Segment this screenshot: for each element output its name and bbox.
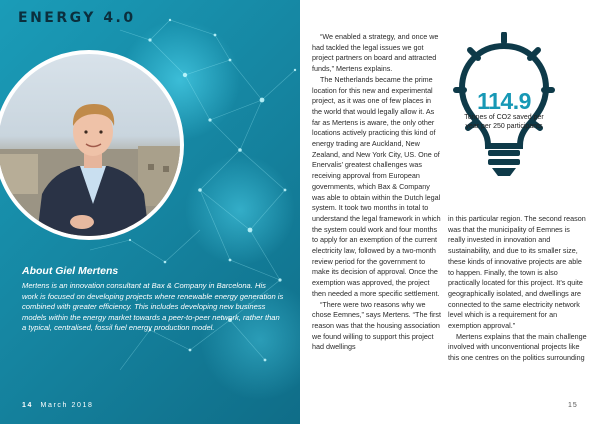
issue-date: March 2018 (40, 402, 94, 409)
magazine-title: ENERGY 4.0 (18, 10, 136, 26)
page-number-right: 15 (568, 402, 578, 409)
page-number-left: 14 (22, 402, 33, 409)
right-page (300, 0, 600, 424)
portrait-photo (0, 50, 184, 240)
paragraph: The Netherlands became the prime location for this new and experimental project, as it was one of few places in the world that would legally allow it. As far as Mertens is aware, the only other locations actively practicing this kind of energy trading are Auckland, New Zealand, and New York City, US. One of Enervalis’ greatest challenges was receiving approval from European governments, which Bax & Company was able to obtain within the Dutch legal system. It took two months in total to understand the legal framework in which the system could work and four months to apply for an exemption of the current electricity law, followed by a two-month review period for the government to make its decision of approval. Once the exemption was approved, the project then needed a more specific settlement. (312, 74, 441, 298)
paragraph: Mertens explains that the main challenge involved with unconventional projects like this one centres on the politics surrounding (448, 331, 587, 363)
about-text: Mertens is an innovation consultant at Bax & Company in Barcelona. His work is focused on developing projects where renewable energy generation is combined with greater efficiency. This includes developing new business models within the energy market towards a peer-to-peer network, rather than a typical, centralised, fossil fuel energy production model. (22, 281, 284, 333)
article-column-1 (312, 32, 442, 353)
article-column-2 (448, 214, 588, 364)
paragraph: “We enabled a strategy, and once we had tackled the legal issues we got project partners on board and attracted funds,” Mertens explains. (312, 32, 439, 74)
footer-left (22, 402, 94, 409)
co2-stat-caption: Tonnes of CO2 saved per year per 250 participants (464, 114, 544, 130)
about-heading: About Giel Mertens (22, 265, 119, 277)
paragraph: in this particular region. The second reason was that the municipality of Eemnes is really invested in innovation and sustainability, and due to its smaller size, these kinds of innovative projects are able to happen. Finally, the town is also practically located for this project. It’s quite geographically isolated, and dwellings are connected to the same electricity network level which is a requirement for an exemption approval.” (448, 214, 586, 331)
co2-stat-value: 114.9 (477, 88, 531, 114)
paragraph: “There were two reasons why we chose Eemnes,” says Mertens. “The first reason was that the housing association we found willing to support this project had dwellings (312, 299, 442, 352)
